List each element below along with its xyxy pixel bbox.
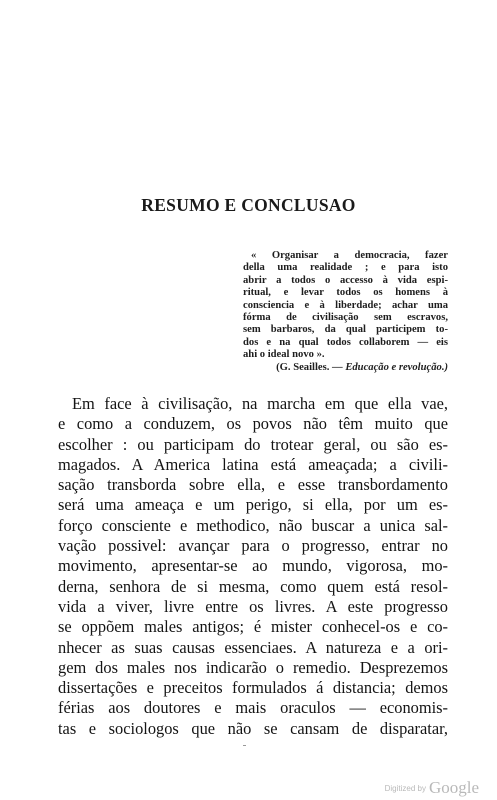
chapter-heading: RESUMO E CONCLUSAO	[141, 195, 356, 215]
epigraph-line: della uma realidade ; e para isto	[243, 262, 448, 274]
body-line: dissertações e preceitos formulados á distancia; demos	[58, 678, 448, 698]
body-line: gem dos males nos indicarão o remedio. Desprezemos	[58, 657, 448, 677]
body-line: escolher : ou participam do trotear geral, ou são es-	[58, 434, 448, 454]
epigraph-author: (G. Seailles. —	[276, 361, 343, 373]
google-logo: Google	[428, 778, 479, 797]
epigraph-line: fórma de civilisação sem escravos,	[243, 311, 448, 323]
epigraph-quote	[243, 250, 448, 374]
body-line: sação transborda sobre ella, e esse transbordamento	[58, 475, 448, 495]
body-line: e como a conduzem, os povos não têm muito que	[58, 414, 448, 434]
epigraph-source	[243, 362, 448, 374]
body-line: derna, senhora de si mesma, como quem está resol-	[58, 576, 448, 596]
watermark-prefix: Digitized by	[384, 784, 426, 793]
body-line: forço consciente e methodico, não buscar a unica sal-	[58, 515, 448, 535]
body-paragraph	[58, 394, 448, 739]
body-line: se oppõem males antigos; é mister conhecel-os e co-	[58, 617, 448, 637]
body-line: tas e sociologos que não se cansam de disparatar,	[58, 718, 448, 738]
epigraph-work-title: Educação e revolução.)	[345, 361, 448, 373]
body-line: vida a viver, livre entre os livres. A este progresso	[58, 596, 448, 616]
digitized-watermark	[385, 774, 479, 796]
epigraph-line: consciencia e à liberdade; achar uma	[243, 299, 448, 311]
epigraph-line: dos e na qual todos collaborem — eis	[243, 336, 448, 348]
epigraph-line: abrir a todos o accesso à vida espi-	[243, 274, 448, 286]
body-line: Em face à civilisação, na marcha em que ella vae,	[72, 394, 448, 413]
epigraph-line: sem barbaros, da qual participem to-	[243, 324, 448, 336]
epigraph-line: ritual, e levar todos os homens à	[243, 287, 448, 299]
epigraph-line: ahi o ideal novo ».	[243, 349, 325, 361]
body-line: vação possivel: avançar para o progresso, entrar no	[58, 536, 448, 556]
body-line: movimento, apresentar-se ao mundo, vigorosa, mo-	[58, 556, 448, 576]
body-line: nhecer as suas causas essenciaes. A natureza e a ori-	[58, 637, 448, 657]
body-line: férias aos doutores e mais oraculos — economis-	[58, 698, 448, 718]
body-line: será uma ameaça e um perigo, si ella, por um es-	[58, 495, 448, 515]
epigraph-line: « Organisar a democracia, fazer	[251, 250, 448, 261]
page-speck	[243, 745, 246, 746]
body-line: magados. A America latina está ameaçada; a civili-	[58, 454, 448, 474]
